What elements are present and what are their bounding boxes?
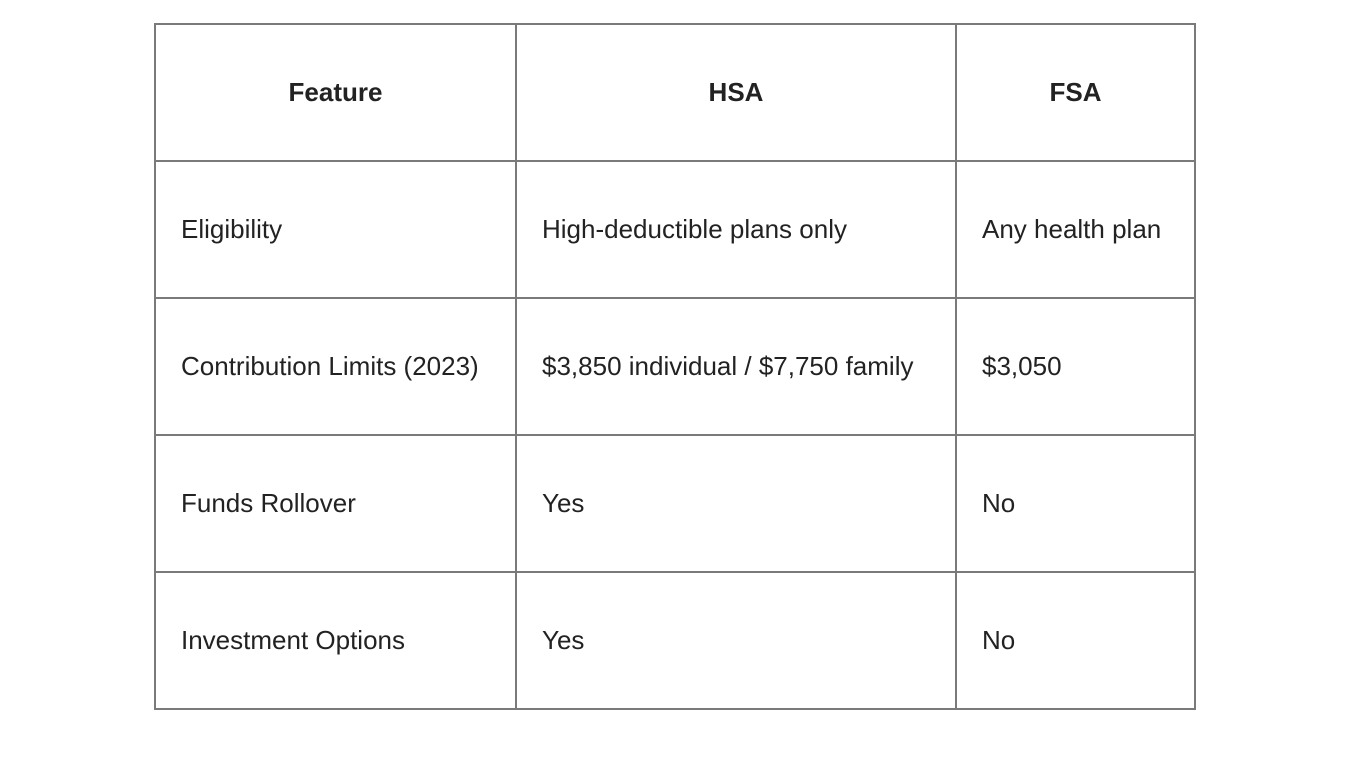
table-row <box>155 572 1195 709</box>
comparison-table <box>154 23 1196 710</box>
feature-cell: Funds Rollover <box>155 435 516 572</box>
header-hsa: HSA <box>516 24 956 161</box>
header-feature: Feature <box>155 24 516 161</box>
hsa-cell: Yes <box>516 435 956 572</box>
fsa-cell: $3,050 <box>956 298 1195 435</box>
feature-cell: Investment Options <box>155 572 516 709</box>
fsa-cell: No <box>956 572 1195 709</box>
feature-cell: Contribution Limits (2023) <box>155 298 516 435</box>
hsa-cell: Yes <box>516 572 956 709</box>
table-row <box>155 298 1195 435</box>
fsa-cell: No <box>956 435 1195 572</box>
hsa-cell: $3,850 individual / $7,750 family <box>516 298 956 435</box>
table-row <box>155 161 1195 298</box>
fsa-cell: Any health plan <box>956 161 1195 298</box>
feature-cell: Eligibility <box>155 161 516 298</box>
header-fsa: FSA <box>956 24 1195 161</box>
hsa-cell: High-deductible plans only <box>516 161 956 298</box>
header-row <box>155 24 1195 161</box>
table-row <box>155 435 1195 572</box>
